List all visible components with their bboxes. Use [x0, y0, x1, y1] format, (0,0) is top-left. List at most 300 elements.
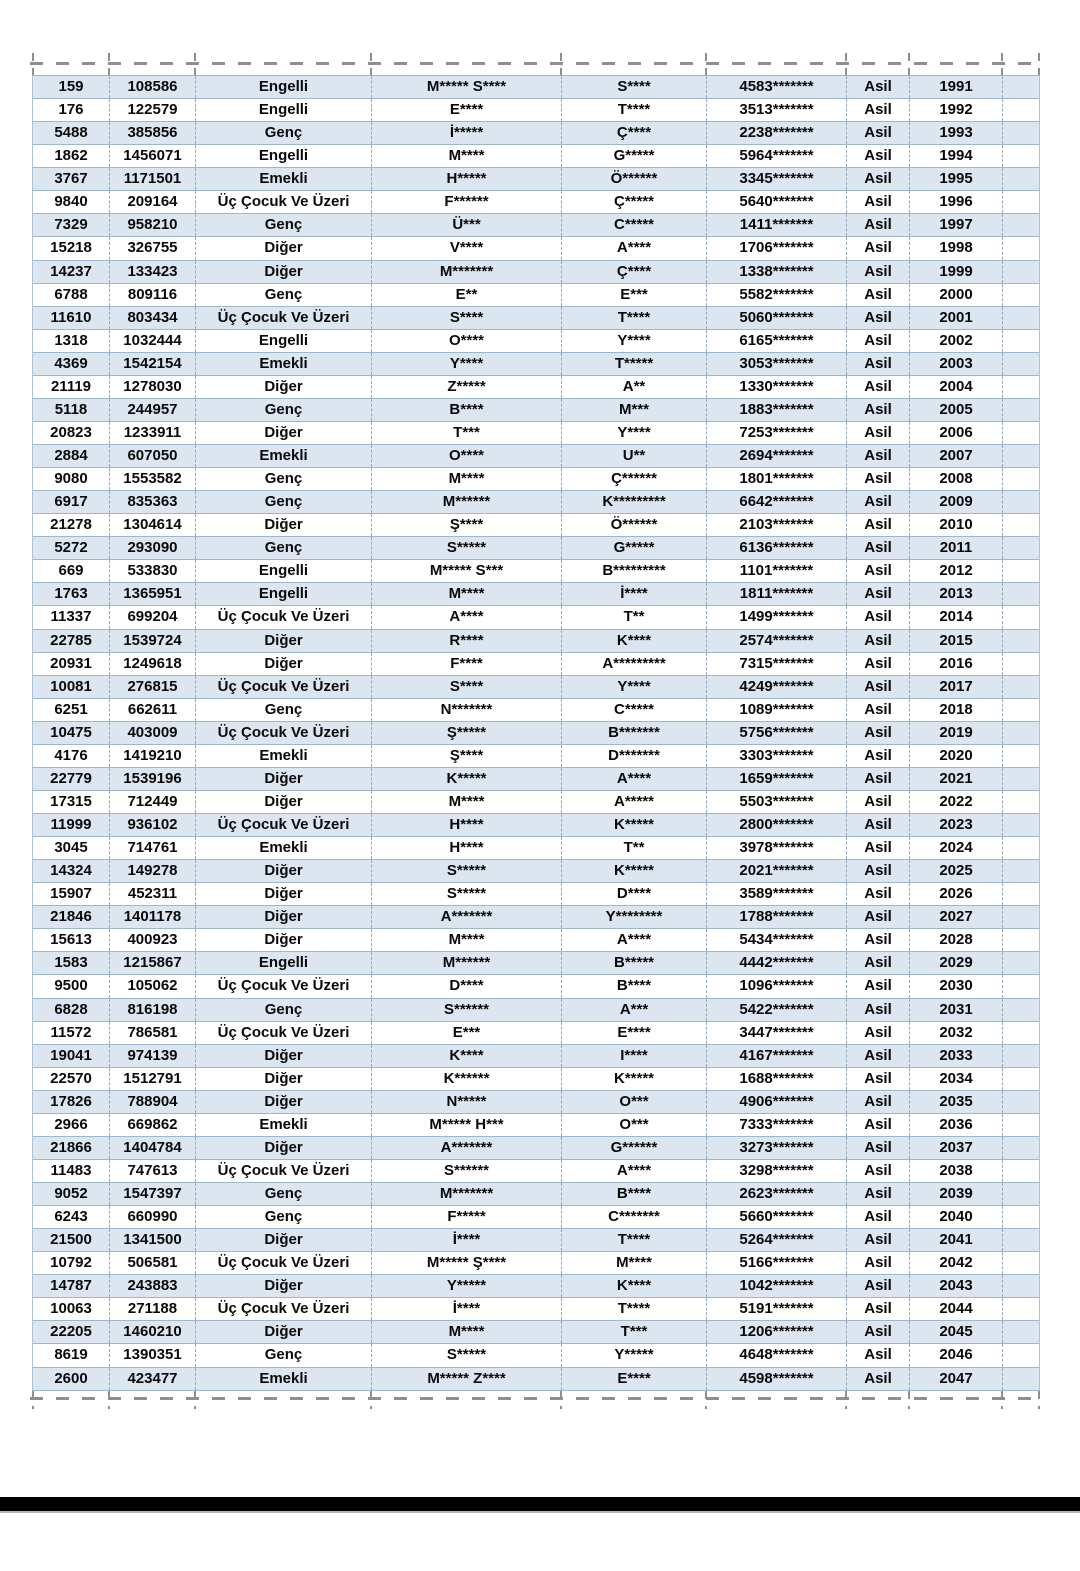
cell-sequence-no: 2013 — [909, 583, 1002, 605]
cell-category: Diğer — [195, 1229, 371, 1251]
cell-application-no: 958210 — [109, 214, 195, 236]
cell-application-no: 533830 — [109, 560, 195, 582]
cell-application-no: 1365951 — [109, 583, 195, 605]
table-row — [33, 76, 1039, 99]
cell-status: Asil — [846, 145, 909, 167]
cell-first-name: Y***** — [371, 1275, 561, 1297]
cell-sequence-no: 2018 — [909, 699, 1002, 721]
cell-application-no: 293090 — [109, 537, 195, 559]
cell-sequence-no: 2012 — [909, 560, 1002, 582]
cell-application-no: 423477 — [109, 1368, 195, 1390]
table-row — [33, 1045, 1039, 1068]
cell-first-name: S****** — [371, 999, 561, 1021]
cell-status: Asil — [846, 76, 909, 98]
cell-masked-id: 7315******* — [706, 653, 846, 675]
cell-sequence-no: 2009 — [909, 491, 1002, 513]
table-row — [33, 307, 1039, 330]
cell-draw-no: 6788 — [54, 285, 88, 303]
cell-draw-no: 15613 — [50, 931, 92, 949]
cell-draw-no: 11610 — [50, 308, 92, 326]
cell-status: Asil — [846, 768, 909, 790]
page-break-dash-tick — [845, 53, 847, 75]
cell-status: Asil — [846, 676, 909, 698]
cell-status: Asil — [846, 468, 909, 490]
cell-first-name: K***** — [371, 768, 561, 790]
cell-application-no: 1419210 — [109, 745, 195, 767]
cell-sequence-no: 1994 — [909, 145, 1002, 167]
cell-sequence-no: 2016 — [909, 653, 1002, 675]
cell-empty — [1002, 975, 1037, 997]
cell-empty — [1002, 699, 1037, 721]
page-break-dash-tick — [370, 53, 372, 75]
cell-category: Üç Çocuk Ve Üzeri — [195, 676, 371, 698]
cell-last-name: K***** — [561, 814, 706, 836]
cell-last-name: İ**** — [561, 583, 706, 605]
cell-sequence-no: 2005 — [909, 399, 1002, 421]
cell-last-name: C******* — [561, 1206, 706, 1228]
cell-masked-id: 2238******* — [706, 122, 846, 144]
cell-last-name: Ç***** — [561, 191, 706, 213]
cell-draw-no: 22205 — [50, 1323, 92, 1341]
cell-empty — [1002, 1137, 1037, 1159]
cell-draw-no: 10063 — [50, 1300, 92, 1318]
cell-draw-no: 6251 — [54, 700, 88, 718]
cell-empty — [1002, 1091, 1037, 1113]
table-row — [33, 122, 1039, 145]
cell-status: Asil — [846, 1045, 909, 1067]
page-break-dash-tick — [1038, 53, 1040, 75]
cell-empty — [1002, 261, 1037, 283]
cell-application-no: 669862 — [109, 1114, 195, 1136]
cell-masked-id: 5166******* — [706, 1252, 846, 1274]
cell-status: Asil — [846, 491, 909, 513]
cell-application-no: 1304614 — [109, 514, 195, 536]
cell-last-name: Y***** — [561, 1344, 706, 1366]
cell-last-name: O*** — [561, 1114, 706, 1136]
table-row — [33, 1137, 1039, 1160]
cell-masked-id: 2800******* — [706, 814, 846, 836]
cell-empty — [1002, 814, 1037, 836]
table-row — [33, 1206, 1039, 1229]
cell-draw-no: 9080 — [54, 470, 88, 488]
cell-sequence-no: 2033 — [909, 1045, 1002, 1067]
cell-empty — [1002, 653, 1037, 675]
cell-first-name: H**** — [371, 814, 561, 836]
cell-empty — [1002, 676, 1037, 698]
cell-last-name: B**** — [561, 1183, 706, 1205]
cell-category: Genç — [195, 537, 371, 559]
cell-status: Asil — [846, 1160, 909, 1182]
cell-empty — [1002, 860, 1037, 882]
cell-status: Asil — [846, 791, 909, 813]
cell-status: Asil — [846, 860, 909, 882]
cell-last-name: C***** — [561, 214, 706, 236]
cell-empty — [1002, 999, 1037, 1021]
cell-category: Emekli — [195, 168, 371, 190]
cell-category: Engelli — [195, 952, 371, 974]
cell-empty — [1002, 560, 1037, 582]
cell-status: Asil — [846, 353, 909, 375]
cell-draw-no: 20931 — [50, 654, 92, 672]
cell-category: Emekli — [195, 1114, 371, 1136]
cell-draw-no: 20823 — [50, 423, 92, 441]
table-row — [33, 952, 1039, 975]
cell-application-no: 1456071 — [109, 145, 195, 167]
cell-masked-id: 4167******* — [706, 1045, 846, 1067]
cell-category: Genç — [195, 284, 371, 306]
cell-first-name: H***** — [371, 168, 561, 190]
cell-empty — [1002, 1229, 1037, 1251]
cell-masked-id: 2103******* — [706, 514, 846, 536]
cell-sequence-no: 2035 — [909, 1091, 1002, 1113]
cell-first-name: Ş***** — [371, 722, 561, 744]
table-row — [33, 1091, 1039, 1114]
cell-masked-id: 1688******* — [706, 1068, 846, 1090]
cell-status: Asil — [846, 975, 909, 997]
cell-first-name: T*** — [371, 422, 561, 444]
cell-application-no: 271188 — [109, 1298, 195, 1320]
cell-last-name: Y**** — [561, 676, 706, 698]
cell-category: Diğer — [195, 376, 371, 398]
cell-masked-id: 4648******* — [706, 1344, 846, 1366]
cell-status: Asil — [846, 1091, 909, 1113]
cell-status: Asil — [846, 1298, 909, 1320]
cell-last-name: T*** — [561, 1321, 706, 1343]
cell-sequence-no: 2003 — [909, 353, 1002, 375]
cell-last-name: Ç****** — [561, 468, 706, 490]
cell-application-no: 209164 — [109, 191, 195, 213]
cell-first-name: E*** — [371, 1022, 561, 1044]
cell-status: Asil — [846, 422, 909, 444]
cell-masked-id: 3303******* — [706, 745, 846, 767]
cell-application-no: 243883 — [109, 1275, 195, 1297]
cell-category: Genç — [195, 122, 371, 144]
cell-sequence-no: 2040 — [909, 1206, 1002, 1228]
cell-last-name: S**** — [561, 76, 706, 98]
cell-first-name: İ**** — [371, 1298, 561, 1320]
cell-first-name: M**** — [371, 791, 561, 813]
cell-application-no: 974139 — [109, 1045, 195, 1067]
table-row — [33, 191, 1039, 214]
cell-empty — [1002, 353, 1037, 375]
table-row — [33, 1229, 1039, 1252]
cell-first-name: F**** — [371, 653, 561, 675]
cell-masked-id: 4583******* — [706, 76, 846, 98]
cell-status: Asil — [846, 560, 909, 582]
cell-sequence-no: 2047 — [909, 1368, 1002, 1390]
cell-sequence-no: 2014 — [909, 606, 1002, 628]
cell-last-name: A**** — [561, 768, 706, 790]
cell-category: Emekli — [195, 1368, 371, 1390]
cell-sequence-no: 2010 — [909, 514, 1002, 536]
cell-sequence-no: 2036 — [909, 1114, 1002, 1136]
cell-category: Üç Çocuk Ve Üzeri — [195, 1022, 371, 1044]
cell-draw-no: 2884 — [54, 447, 88, 464]
cell-masked-id: 3273******* — [706, 1137, 846, 1159]
table-row — [33, 422, 1039, 445]
cell-last-name: B******* — [561, 722, 706, 744]
cell-application-no: 747613 — [109, 1160, 195, 1182]
cell-masked-id: 1788******* — [706, 906, 846, 928]
cell-empty — [1002, 1022, 1037, 1044]
cell-draw-no: 22570 — [50, 1069, 92, 1087]
cell-category: Emekli — [195, 837, 371, 859]
table-row — [33, 1183, 1039, 1206]
cell-application-no: 326755 — [109, 237, 195, 259]
cell-category: Diğer — [195, 906, 371, 928]
cell-status: Asil — [846, 1183, 909, 1205]
cell-status: Asil — [846, 883, 909, 905]
cell-application-no: 1171501 — [109, 168, 195, 190]
cell-category: Emekli — [195, 745, 371, 767]
cell-first-name: O**** — [371, 330, 561, 352]
cell-sequence-no: 2000 — [909, 284, 1002, 306]
results-table — [32, 75, 1040, 1391]
cell-empty — [1002, 929, 1037, 951]
cell-application-no: 1539724 — [109, 630, 195, 652]
cell-last-name: G***** — [561, 537, 706, 559]
cell-status: Asil — [846, 1368, 909, 1390]
table-row — [33, 837, 1039, 860]
cell-status: Asil — [846, 376, 909, 398]
cell-last-name: Y******** — [561, 906, 706, 928]
cell-draw-no: 5488 — [54, 124, 88, 142]
cell-category: Diğer — [195, 883, 371, 905]
cell-last-name: A** — [561, 376, 706, 398]
cell-empty — [1002, 1183, 1037, 1205]
cell-masked-id: 5640******* — [706, 191, 846, 213]
cell-application-no: 1032444 — [109, 330, 195, 352]
cell-masked-id: 6642******* — [706, 491, 846, 513]
cell-first-name: M****** — [371, 952, 561, 974]
cell-application-no: 1233911 — [109, 422, 195, 444]
cell-draw-no: 9052 — [54, 1185, 88, 1202]
cell-application-no: 1542154 — [109, 353, 195, 375]
cell-last-name: D******* — [561, 745, 706, 767]
table-row — [33, 1275, 1039, 1298]
cell-first-name: F***** — [371, 1206, 561, 1228]
cell-draw-no: 3767 — [54, 170, 88, 188]
cell-application-no: 105062 — [109, 975, 195, 997]
cell-masked-id: 5660******* — [706, 1206, 846, 1228]
cell-status: Asil — [846, 307, 909, 329]
cell-category: Diğer — [195, 929, 371, 951]
cell-first-name: A******* — [371, 906, 561, 928]
cell-empty — [1002, 330, 1037, 352]
cell-status: Asil — [846, 1252, 909, 1274]
cell-category: Diğer — [195, 237, 371, 259]
cell-category: Üç Çocuk Ve Üzeri — [195, 606, 371, 628]
cell-status: Asil — [846, 214, 909, 236]
cell-sequence-no: 2032 — [909, 1022, 1002, 1044]
page-break-dash-tick — [908, 53, 910, 75]
cell-draw-no: 21500 — [50, 1231, 92, 1249]
cell-draw-no: 11483 — [50, 1161, 92, 1179]
cell-masked-id: 6136******* — [706, 537, 846, 559]
cell-category: Üç Çocuk Ve Üzeri — [195, 975, 371, 997]
cell-category: Engelli — [195, 99, 371, 121]
cell-sequence-no: 1999 — [909, 261, 1002, 283]
cell-first-name: S****** — [371, 1160, 561, 1182]
cell-last-name: Ö****** — [561, 514, 706, 536]
cell-empty — [1002, 537, 1037, 559]
cell-status: Asil — [846, 445, 909, 467]
cell-last-name: A***** — [561, 791, 706, 813]
cell-empty — [1002, 630, 1037, 652]
page-break-dash-tick — [1001, 1391, 1003, 1409]
cell-last-name: Y**** — [561, 422, 706, 444]
cell-category: Genç — [195, 1206, 371, 1228]
cell-sequence-no: 1998 — [909, 237, 1002, 259]
table-row — [33, 1160, 1039, 1183]
cell-empty — [1002, 1252, 1037, 1274]
cell-sequence-no: 2038 — [909, 1160, 1002, 1182]
cell-draw-no: 9500 — [54, 977, 88, 995]
cell-masked-id: 3447******* — [706, 1022, 846, 1044]
cell-first-name: Ş**** — [371, 514, 561, 536]
cell-status: Asil — [846, 99, 909, 121]
cell-last-name: O*** — [561, 1091, 706, 1113]
cell-first-name: F****** — [371, 191, 561, 213]
cell-sequence-no: 2008 — [909, 468, 1002, 490]
cell-last-name: A**** — [561, 1160, 706, 1182]
table-row — [33, 1344, 1039, 1367]
cell-last-name: B***** — [561, 952, 706, 974]
cell-category: Diğer — [195, 422, 371, 444]
cell-first-name: S***** — [371, 860, 561, 882]
cell-draw-no: 22785 — [50, 631, 92, 649]
cell-last-name: E**** — [561, 1022, 706, 1044]
cell-status: Asil — [846, 1206, 909, 1228]
cell-empty — [1002, 445, 1037, 467]
table-row — [33, 676, 1039, 699]
cell-last-name: T** — [561, 837, 706, 859]
cell-category: Diğer — [195, 1045, 371, 1067]
cell-first-name: Z***** — [371, 376, 561, 398]
cell-status: Asil — [846, 237, 909, 259]
cell-category: Emekli — [195, 445, 371, 467]
cell-draw-no: 2966 — [54, 1115, 88, 1133]
cell-application-no: 786581 — [109, 1022, 195, 1044]
cell-sequence-no: 2006 — [909, 422, 1002, 444]
cell-draw-no: 15218 — [50, 239, 92, 257]
table-row — [33, 929, 1039, 952]
cell-masked-id: 5756******* — [706, 722, 846, 744]
cell-last-name: T** — [561, 606, 706, 628]
cell-empty — [1002, 1160, 1037, 1182]
cell-category: Engelli — [195, 583, 371, 605]
page-break-dash-tick — [705, 53, 707, 75]
table-row — [33, 145, 1039, 168]
page-break-dash-tick — [32, 53, 34, 75]
cell-empty — [1002, 745, 1037, 767]
cell-status: Asil — [846, 1114, 909, 1136]
cell-status: Asil — [846, 1068, 909, 1090]
cell-application-no: 1249618 — [109, 653, 195, 675]
cell-application-no: 1547397 — [109, 1183, 195, 1205]
cell-application-no: 133423 — [109, 261, 195, 283]
table-row — [33, 583, 1039, 606]
cell-draw-no: 6917 — [54, 493, 88, 511]
table-row — [33, 168, 1039, 191]
table-row — [33, 999, 1039, 1022]
cell-masked-id: 4442******* — [706, 952, 846, 974]
cell-masked-id: 4249******* — [706, 676, 846, 698]
cell-empty — [1002, 952, 1037, 974]
table-row — [33, 699, 1039, 722]
cell-application-no: 712449 — [109, 791, 195, 813]
cell-category: Engelli — [195, 145, 371, 167]
cell-last-name: Ç**** — [561, 122, 706, 144]
page-break-dash-tick — [108, 1391, 110, 1409]
cell-first-name: Ü*** — [371, 214, 561, 236]
cell-status: Asil — [846, 191, 909, 213]
cell-first-name: M***** S**** — [371, 76, 561, 98]
cell-application-no: 1278030 — [109, 376, 195, 398]
table-row — [33, 814, 1039, 837]
cell-sequence-no: 2025 — [909, 860, 1002, 882]
cell-masked-id: 2694******* — [706, 445, 846, 467]
cell-status: Asil — [846, 699, 909, 721]
table-row — [33, 1368, 1039, 1391]
cell-application-no: 714761 — [109, 837, 195, 859]
cell-first-name: Ş**** — [371, 745, 561, 767]
cell-draw-no: 11999 — [50, 816, 92, 833]
cell-last-name: Ç**** — [561, 261, 706, 283]
cell-masked-id: 1801******* — [706, 468, 846, 490]
cell-draw-no: 6828 — [54, 1000, 88, 1018]
cell-first-name: S***** — [371, 537, 561, 559]
cell-category: Üç Çocuk Ve Üzeri — [195, 1298, 371, 1320]
page-break-dash-tick — [705, 1391, 707, 1409]
cell-masked-id: 4906******* — [706, 1091, 846, 1113]
cell-last-name: K**** — [561, 1275, 706, 1297]
cell-category: Üç Çocuk Ve Üzeri — [195, 1252, 371, 1274]
cell-draw-no: 21278 — [50, 516, 92, 534]
cell-sequence-no: 2017 — [909, 676, 1002, 698]
cell-application-no: 1390351 — [109, 1344, 195, 1366]
cell-masked-id: 5503******* — [706, 791, 846, 813]
cell-first-name: D**** — [371, 975, 561, 997]
cell-first-name: N******* — [371, 699, 561, 721]
cell-last-name: T**** — [561, 307, 706, 329]
cell-application-no: 276815 — [109, 676, 195, 698]
cell-masked-id: 3589******* — [706, 883, 846, 905]
cell-empty — [1002, 1206, 1037, 1228]
cell-sequence-no: 2007 — [909, 445, 1002, 467]
table-row — [33, 1252, 1039, 1275]
table-row — [33, 653, 1039, 676]
cell-draw-no: 10475 — [50, 723, 92, 741]
cell-sequence-no: 2045 — [909, 1321, 1002, 1343]
cell-masked-id: 1338******* — [706, 261, 846, 283]
cell-first-name: E** — [371, 284, 561, 306]
cell-last-name: T***** — [561, 353, 706, 375]
cell-masked-id: 5264******* — [706, 1229, 846, 1251]
cell-sequence-no: 2029 — [909, 952, 1002, 974]
cell-category: Diğer — [195, 1068, 371, 1090]
cell-empty — [1002, 145, 1037, 167]
cell-sequence-no: 2039 — [909, 1183, 1002, 1205]
page-break-dash-tick — [370, 1391, 372, 1409]
cell-status: Asil — [846, 814, 909, 836]
cell-category: Engelli — [195, 330, 371, 352]
table-row — [33, 1321, 1039, 1344]
cell-last-name: A*** — [561, 999, 706, 1021]
cell-application-no: 244957 — [109, 399, 195, 421]
cell-sequence-no: 1993 — [909, 122, 1002, 144]
cell-masked-id: 2574******* — [706, 630, 846, 652]
